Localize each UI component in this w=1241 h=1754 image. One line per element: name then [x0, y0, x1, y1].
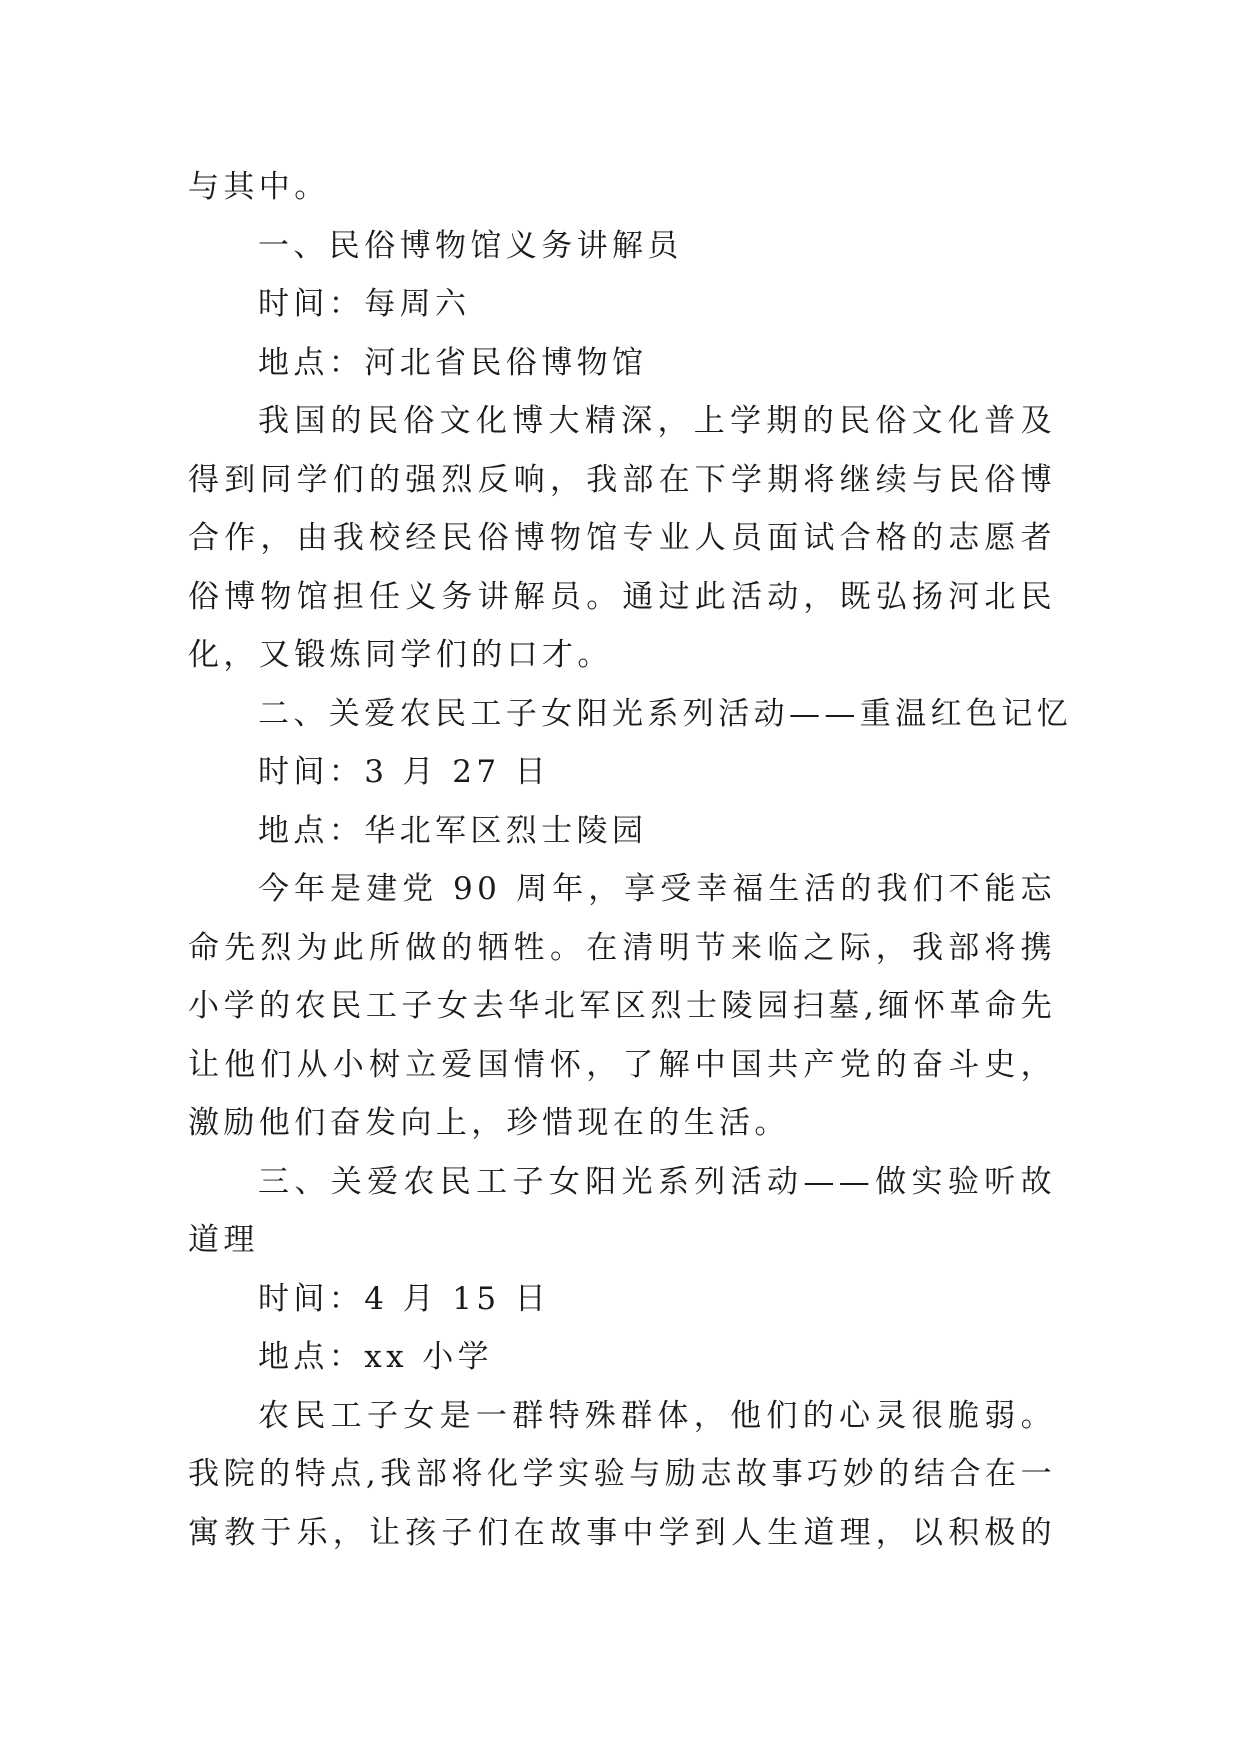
- text-line: 与其中。: [188, 169, 330, 205]
- text-line: 一、民俗博物馆义务讲解员: [258, 227, 683, 264]
- text-line: 时间：每周六: [258, 286, 471, 322]
- text-line: 道理: [188, 1222, 259, 1258]
- text-line: 二、关爱农民工子女阳光系列活动——重温红色记忆: [258, 695, 1073, 732]
- text-line: 合作，由我校经民俗博物馆专业人员面试合格的志愿者: [188, 520, 1056, 556]
- text-line: 时间：3 月 27 日: [258, 754, 551, 790]
- text-line: 地点：华北军区烈士陵园: [258, 812, 648, 849]
- text-line: 我院的特点,我部将化学实验与励志故事巧妙的结合在一: [188, 1456, 1056, 1492]
- text-line: 化，又锻炼同学们的口才。: [188, 637, 613, 673]
- text-line: 俗博物馆担任义务讲解员。通过此活动，既弘扬河北民: [188, 578, 1056, 615]
- text-line: 命先烈为此所做的牺牲。在清明节来临之际，我部将携: [188, 929, 1056, 966]
- text-line: 时间：4 月 15 日: [258, 1280, 551, 1317]
- text-line: 小学的农民工子女去华北军区烈士陵园扫墓,缅怀革命先: [188, 988, 1056, 1024]
- text-line: 让他们从小树立爱国情怀，了解中国共产党的奋斗史，: [188, 1046, 1056, 1083]
- text-line: 寓教于乐，让孩子们在故事中学到人生道理，以积极的: [188, 1514, 1056, 1551]
- text-line: 今年是建党 90 周年，享受幸福生活的我们不能忘: [258, 871, 1056, 907]
- text-line: 农民工子女是一群特殊群体，他们的心灵很脆弱。: [258, 1397, 1056, 1434]
- text-line: 地点：xx 小学: [258, 1339, 494, 1375]
- text-line: 得到同学们的强烈反响，我部在下学期将继续与民俗博: [188, 461, 1056, 498]
- text-line: 三、关爱农民工子女阳光系列活动——做实验听故: [258, 1163, 1056, 1200]
- text-line: 我国的民俗文化博大精深，上学期的民俗文化普及: [258, 403, 1056, 439]
- document-body: [188, 158, 1073, 1562]
- text-line: 地点：河北省民俗博物馆: [258, 344, 648, 381]
- text-line: 激励他们奋发向上，珍惜现在的生活。: [188, 1105, 790, 1141]
